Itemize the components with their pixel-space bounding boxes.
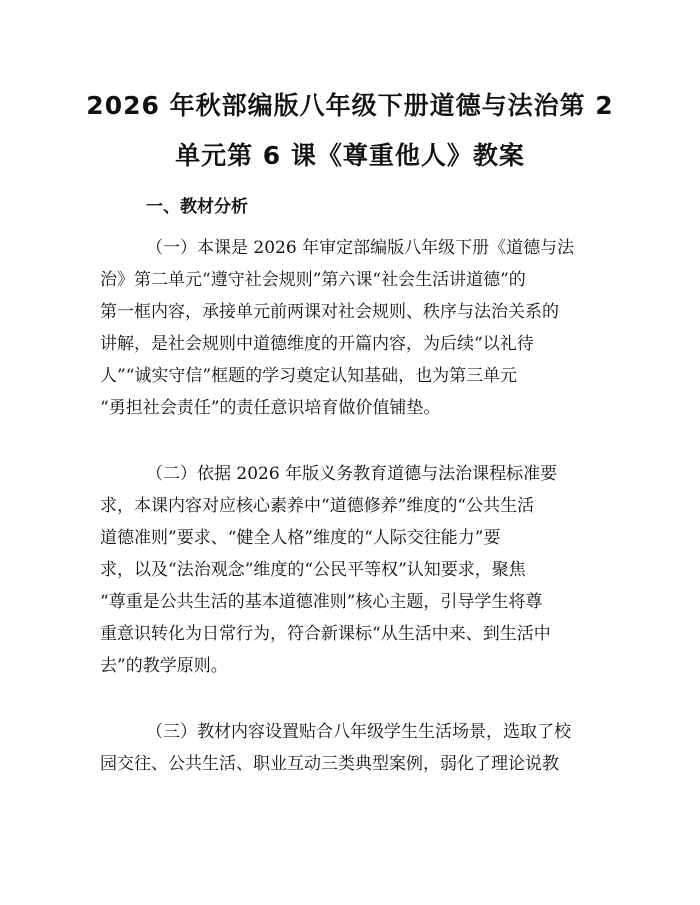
paragraph-line: 讲解，是社会规则中道德维度的开篇内容，为后续“以礼待: [100, 334, 534, 354]
paragraph-line: “尊重是公共生活的基本道德准则”核心主题，引导学生将尊: [100, 592, 543, 612]
paragraph-line: （一）本课是 2026 年审定部编版八年级下册《道德与法: [146, 238, 575, 258]
paragraph-line: 求，以及“法治观念”维度的“公民平等权”认知要求，聚焦: [100, 560, 526, 580]
paragraph-line: 求，本课内容对应核心素养中“道德修养”维度的“公共生活: [100, 496, 535, 516]
paragraph-2: [100, 458, 600, 682]
paragraph-line: （三）教材内容设置贴合八年级学生生活场景，选取了校: [146, 722, 571, 742]
paragraph-line: 第一框内容，承接单元前两课对社会规则、秩序与法治关系的: [100, 302, 559, 322]
paragraph-line: “勇担社会责任”的责任意识培育做价值铺垫。: [100, 398, 441, 418]
section-heading: 一、教材分析: [146, 197, 248, 217]
paragraph-line: 重意识转化为日常行为，符合新课标“从生活中来、到生活中: [100, 624, 551, 644]
paragraph-line: 园交往、公共生活、职业互动三类典型案例，弱化了理论说教: [100, 754, 559, 774]
paragraph-line: 人”“诚实守信”框题的学习奠定认知基础，也为第三单元: [100, 366, 518, 386]
document-title-line-1: 2026 年秋部编版八年级下册道德与法治第 2: [86, 91, 614, 120]
paragraph-line: 治》第二单元“遵守社会规则”第六课“社会生活讲道德”的: [100, 270, 526, 290]
paragraph-line: （二）依据 2026 年版义务教育道德与法治课程标准要: [146, 464, 558, 484]
document-title-line-2: 单元第 6 课《尊重他人》教案: [175, 141, 525, 170]
paragraph-1: [100, 232, 600, 424]
paragraph-3: [100, 716, 600, 780]
paragraph-line: 道德准则”要求、“健全人格”维度的“人际交往能力”要: [100, 528, 501, 548]
paragraph-line: 去”的教学原则。: [100, 656, 228, 676]
